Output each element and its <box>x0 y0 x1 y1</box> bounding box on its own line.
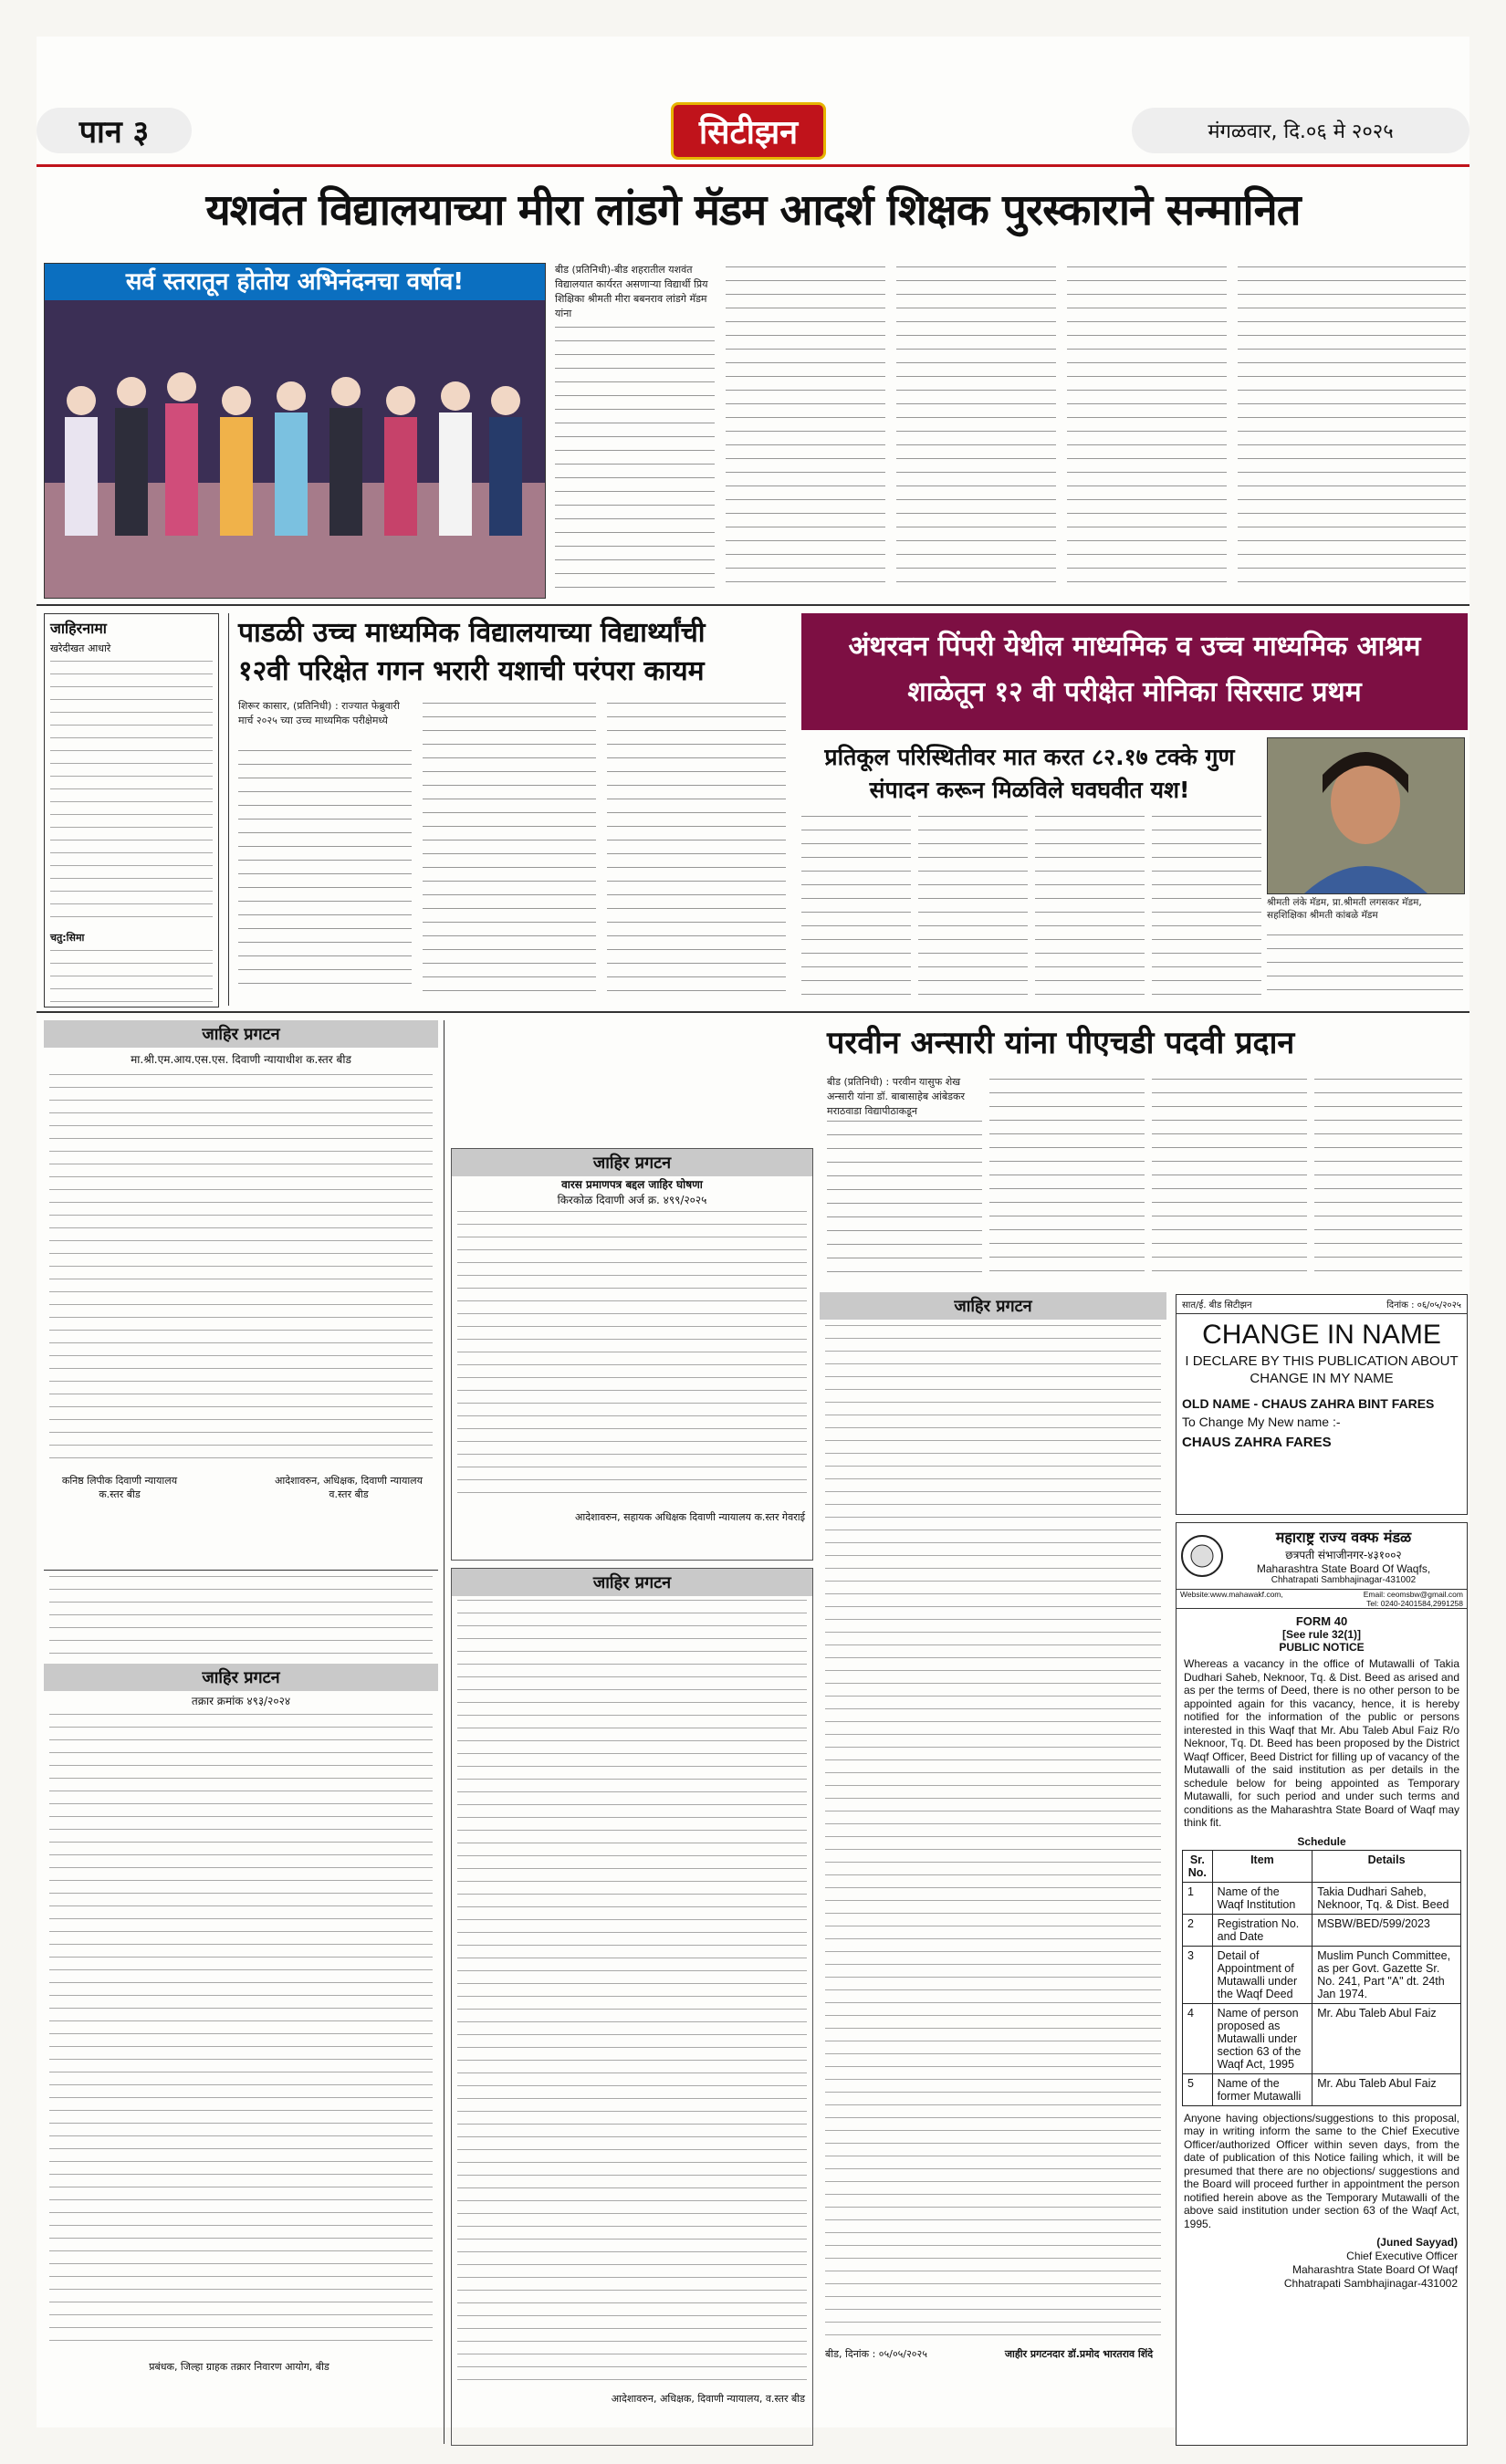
court-notice-3 <box>451 1568 813 2446</box>
lead-story-column-2 <box>726 266 885 595</box>
student-photo-caption: श्रीमती लंके मॅडम, प्रा.श्रीमती लगसकर मॅडम, सहशिक्षिका श्रीमती कांबळे मॅडम <box>1267 897 1422 921</box>
court-notice-2-title: जाहिर प्रगटन <box>452 1149 812 1176</box>
table-cell: 3 <box>1183 1946 1213 2003</box>
waqf-closing: Anyone having objections/suggestions to this proposal, may in writing inform the same to the Chief Executive Officer/authorized Officer within seven days, from the date of publication of this Notice failing which, it will be presumed that there are no objections/ suggestions and the Board will proceed further in appointment the person notified herein above as the Temporary Mutawalli of the above said institution under section 63 of the Waqf Act, 1995. <box>1184 2111 1459 2230</box>
new-name: CHAUS ZAHRA FARES <box>1182 1435 1332 1450</box>
table-cell: 1 <box>1183 1882 1213 1914</box>
table-row <box>1183 1914 1461 1946</box>
table-cell: MSBW/BED/599/2023 <box>1313 1914 1461 1946</box>
parveen-column-2 <box>989 1079 1145 1276</box>
section-divider <box>37 604 1469 606</box>
antharwan-column-5 <box>1267 934 1463 998</box>
court-notice-1-text <box>49 1074 433 1467</box>
padli-column-2 <box>423 703 596 997</box>
consumer-court-notice <box>44 1570 438 2445</box>
court-notice-1 <box>44 1020 438 1559</box>
padli-column-1 <box>238 750 412 997</box>
lead-story-column-3 <box>896 266 1056 595</box>
schedule-col-details: Details <box>1313 1850 1461 1882</box>
parveen-story <box>820 1020 1468 1285</box>
consumer-court-notice-subtitle: तक्रार क्रमांक ४९३/२०२४ <box>191 1695 291 1707</box>
table-cell: Registration No. and Date <box>1212 1914 1313 1946</box>
award-ceremony-image <box>45 300 545 598</box>
parveen-byline: बीड (प्रतिनिधी) : परवीन यासुफ शेख अन्सारी यांना डॉ. बाबासाहेब आंबेडकर मराठवाडा विद्यापीठाकडून <box>827 1076 965 1117</box>
waqf-city-sign: Chhatrapati Sambhajinagar-431002 <box>1283 2277 1458 2290</box>
jahirnama-notice <box>44 613 219 1008</box>
page-number: पान ३ <box>37 108 192 153</box>
lead-story-byline: बीड (प्रतिनिधी)-बीड शहरातील यशवंत विद्यालयात कार्यरत असणाऱ्या विद्यार्थी प्रिय शिक्षिका श्रीमती मीरा बबनराव लांडगे मॅडम यांना <box>555 264 708 319</box>
waqf-tel: Tel: 0240-2401584,2991258 <box>1177 1599 1467 1609</box>
lead-photo-caption: सर्व स्तरातून होतोय अभिनंदनचा वर्षाव! <box>45 264 545 300</box>
parveen-column-1 <box>827 1121 982 1276</box>
land-notice-text <box>825 1325 1161 2338</box>
change-in-name-declaration: I DECLARE BY THIS PUBLICATION ABOUT CHANGE IN MY NAME <box>1185 1353 1459 1386</box>
court-notice-2 <box>451 1148 813 1561</box>
table-row <box>1183 1946 1461 2003</box>
table-cell: Name of the former Mutawalli <box>1212 2073 1313 2105</box>
change-in-name-title: CHANGE IN NAME <box>1202 1320 1441 1350</box>
lead-story-column-1 <box>555 263 715 597</box>
table-cell: Mr. Abu Taleb Abul Faiz <box>1313 2073 1461 2105</box>
table-cell: Name of person proposed as Mutawalli under section 63 of the Waqf Act, 1995 <box>1212 2003 1313 2073</box>
student-photo <box>1267 737 1465 894</box>
jahirnama-boundaries: चतु:सिमा <box>50 932 85 944</box>
table-cell: Name of the Waqf Institution <box>1212 1882 1313 1914</box>
court-notice-2-text <box>457 1211 807 1503</box>
waqf-website: Website:www.mahawakf.com, <box>1180 1590 1283 1599</box>
antharwan-column-2 <box>918 816 1028 998</box>
consumer-court-header-text <box>49 1576 433 1658</box>
land-notice-title: जाहिर प्रगटन <box>820 1292 1166 1320</box>
lead-story-column-4 <box>1067 266 1227 595</box>
consumer-court-notice-text <box>49 1714 433 2353</box>
table-cell: 2 <box>1183 1914 1213 1946</box>
waqf-org-marathi: महाराष्ट्र राज्य वक्फ मंडळ <box>1275 1529 1412 1546</box>
consumer-court-notice-signature: प्रबंधक, जिल्हा ग्राहक तक्रार निवारण आयोग, बीड <box>149 2361 329 2373</box>
newspaper-logo <box>630 104 867 157</box>
antharwan-headline: अंथरवन पिंपरी येथील माध्यमिक व उच्च माध्यमिक आश्रम शाळेतून १२ वी परीक्षेत मोनिका सिरसाट प्रथम <box>801 613 1468 730</box>
consumer-court-notice-title: जाहिर प्रगटन <box>44 1664 438 1691</box>
change-in-name-header-right: दिनांक : ०६/०५/२०२५ <box>1386 1300 1461 1310</box>
section-divider-2 <box>37 1011 1469 1013</box>
court-notice-3-signature: आदेशावरुन, अधिक्षक, दिवाणी न्यायालय, व.स्तर बीड <box>611 2393 805 2405</box>
court-notice-2-signature: आदेशावरुन, सहायक अधिक्षक दिवाणी न्यायालय क.स्तर गेवराई <box>574 1511 805 1523</box>
jahirnama-boundary-text <box>50 950 213 1008</box>
padli-headline-line2: १२वी परिक्षेत गगन भरारी यशाची परंपरा कायम <box>238 655 705 687</box>
jahirnama-subtitle: खरेदीखत आधारे <box>50 642 111 654</box>
waqf-designation: Chief Executive Officer <box>1346 2250 1458 2262</box>
table-row <box>1183 2073 1461 2105</box>
court-notice-3-title: जाहिर प्रगटन <box>452 1569 812 1596</box>
lead-story-column-5 <box>1238 266 1466 595</box>
table-cell: Muslim Punch Committee, as per Govt. Gazette Sr. No. 241, Part "A" dt. 24th Jan 1974. <box>1313 1946 1461 2003</box>
change-to-label: To Change My New name :- <box>1182 1415 1341 1429</box>
table-cell: Mr. Abu Taleb Abul Faiz <box>1313 2003 1461 2073</box>
parveen-column-4 <box>1314 1079 1462 1276</box>
waqf-form-no: FORM 40 <box>1295 1614 1348 1628</box>
people-group-graphic <box>45 300 545 598</box>
land-notice-advocate: जाहीर प्रगटनदार डॉ.प्रमोद भारतराव शिंदे <box>1004 2348 1154 2360</box>
padli-headline-line1: पाडळी उच्च माध्यमिक विद्यालयाच्या विद्यार्थ्यांची <box>238 617 706 649</box>
waqf-address: Chhatrapati Sambhajinagar-431002 <box>1271 1575 1417 1585</box>
masthead-rule <box>37 164 1469 167</box>
court-notice-2-subtitle: वारस प्रमाणपत्र बद्दल जाहिर घोषणा <box>561 1178 703 1191</box>
waqf-schedule-table <box>1182 1850 1461 2106</box>
table-cell: 5 <box>1183 2073 1213 2105</box>
waqf-email: Email: ceomsbw@gmail.com <box>1363 1590 1463 1599</box>
table-row <box>1183 1882 1461 1914</box>
padli-story <box>228 613 795 1006</box>
parveen-headline: परवीन अन्सारी यांना पीएचडी पदवी प्रदान <box>827 1025 1295 1061</box>
change-in-name-notice <box>1176 1294 1468 1515</box>
padli-column-3 <box>607 703 786 997</box>
waqf-signatory: (Juned Sayyad) <box>1376 2236 1458 2249</box>
waqf-city-marathi: छत्रपती संभाजीनगर-४३१००२ <box>1285 1549 1402 1561</box>
waqf-notice <box>1176 1522 1468 2446</box>
paper-name: सिटीझन <box>671 102 826 160</box>
table-cell: Detail of Appointment of Mutawalli under the Waqf Deed <box>1212 1946 1313 2003</box>
table-cell: Takia Dudhari Saheb, Neknoor, Tq. & Dist. Beed <box>1313 1882 1461 1914</box>
padli-byline: शिरूर कासार, (प्रतिनिधी) : राज्यात फेब्रुवारी मार्च २०२५ च्या उच्च माध्यमिक परीक्षेमध्ये <box>238 700 400 726</box>
jahirnama-title: जाहिरनामा <box>50 620 107 637</box>
waqf-public-notice: PUBLIC NOTICE <box>1279 1641 1365 1654</box>
land-notice-place: बीड, दिनांक : ०५/०५/२०२५ <box>825 2348 927 2360</box>
lead-headline: यशवंत विद्यालयाच्या मीरा लांडगे मॅडम आदर्श शिक्षक पुरस्काराने सन्मानित <box>205 185 1301 235</box>
waqf-org-sign: Maharashtra State Board Of Waqf <box>1292 2263 1458 2276</box>
waqf-schedule-title: Schedule <box>1297 1834 1346 1848</box>
court-notice-1-court: मा.श्री.एम.आय.एस.एस. दिवाणी न्यायाधीश क.स्तर बीड <box>131 1053 351 1066</box>
lead-story-text <box>555 327 715 597</box>
land-notice <box>820 1292 1166 2444</box>
waqf-body: Whereas a vacancy in the office of Mutawalli of Takia Dudhari Saheb, Neknoor, Tq. & Dist. Beed as arised and as per the terms of Deed, there is no other person to be appointed again for this vacancy, hence, it is hereby notified for the information of the public or persons interested in this Waqf that Mr. Abu Taleb Abul Faiz R/o Neknoor, Tq. Dt. Beed has been proposed by the District Waqf Officer, Beed District for filling up of vacancy of the Mutawalli of the said institution as per details in the schedule below for being appointed as Temporary Mutawalli, for such period and under such terms and conditions as the Maharashtra State Board of Waqf may think fit. <box>1184 1657 1459 1829</box>
student-portrait-icon <box>1268 738 1464 893</box>
old-name: OLD NAME - CHAUS ZAHRA BINT FARES <box>1182 1396 1435 1411</box>
issue-date: मंगळवार, दि.०६ मे २०२५ <box>1132 108 1469 153</box>
antharwan-subhead: प्रतिकूल परिस्थितीवर मात करत ८२.१७ टक्के गुण संपादन करून मिळविले घवघवीत यश! <box>824 744 1235 803</box>
lead-photo <box>44 263 546 599</box>
antharwan-column-3 <box>1035 816 1145 998</box>
change-in-name-header-left: सात/ई. बीड सिटीझन <box>1182 1300 1252 1310</box>
court-notice-3-text <box>457 1600 807 2385</box>
waqf-org-english: Maharashtra State Board Of Waqfs, <box>1256 1562 1431 1575</box>
parveen-column-3 <box>1152 1079 1307 1276</box>
court-notice-1-signature: आदेशावरुन, अधिक्षक, दिवाणी न्यायालय व.स्तर बीड <box>274 1475 424 1500</box>
waqf-rule: [See rule 32(1)] <box>1281 1628 1362 1641</box>
table-row <box>1183 2003 1461 2073</box>
antharwan-story <box>801 613 1468 1006</box>
antharwan-column-1 <box>801 816 911 998</box>
antharwan-column-4 <box>1152 816 1261 998</box>
schedule-col-item: Item <box>1212 1850 1313 1882</box>
court-notice-1-title: जाहिर प्रगटन <box>44 1020 438 1048</box>
masthead <box>37 108 1469 158</box>
jahirnama-text <box>50 661 213 925</box>
court-notice-1-clerk: कनिष्ठ लिपीक दिवाणी न्यायालय क.स्तर बीड <box>61 1475 178 1500</box>
table-cell: 4 <box>1183 2003 1213 2073</box>
court-notice-2-case: किरकोळ दिवाणी अर्ज क्र. ४९९/२०२५ <box>557 1194 707 1206</box>
schedule-col-srno: Sr. No. <box>1183 1850 1213 1882</box>
waqf-emblem-icon <box>1180 1534 1224 1578</box>
